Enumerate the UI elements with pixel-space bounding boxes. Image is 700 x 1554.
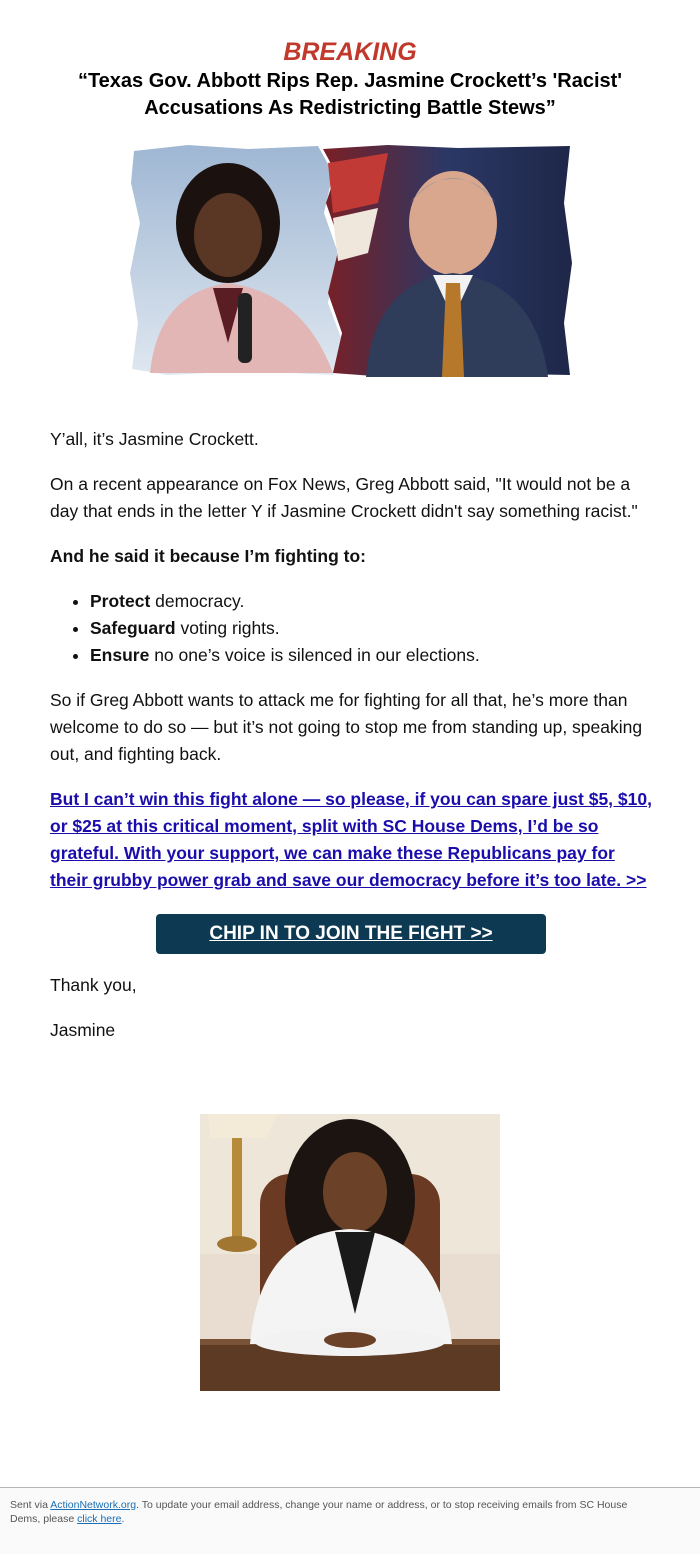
greeting: Y’all, it’s Jasmine Crockett.: [50, 429, 259, 449]
portrait-photo: [200, 1114, 500, 1391]
list-item: • Safeguard voting rights.: [90, 615, 652, 642]
hero-image: [128, 143, 572, 379]
signature-name: Jasmine: [50, 1020, 116, 1040]
paragraph-1: On a recent appearance on Fox News, Greg Abbott said, "It would not be a day that ends in the letter Y if Jasmine Crockett didn't say something racist.": [50, 474, 638, 521]
unsubscribe-link[interactable]: click here: [77, 1513, 122, 1525]
email-body: [50, 426, 652, 1062]
breaking-label: BREAKING: [283, 38, 417, 66]
email-footer: Sent via ActionNetwork.org. To update your email address, change your name or address, or to stop receiving emails from SC House Dems, please click here.: [0, 1487, 700, 1554]
headline-section: [0, 0, 700, 122]
cta-button-wrap: [50, 914, 652, 954]
chip-in-button[interactable]: CHIP IN TO JOIN THE FIGHT >>: [156, 914, 546, 954]
list-item: • Protect democracy.: [90, 588, 652, 615]
actionnetwork-link[interactable]: ActionNetwork.org: [50, 1499, 137, 1511]
fight-list: [50, 588, 652, 669]
headline: “Texas Gov. Abbott Rips Rep. Jasmine Crockett’s 'Racist' Accusations As Redistricting Battle Stews”: [77, 70, 623, 119]
list-item: • Ensure no one’s voice is silenced in our elections.: [90, 642, 652, 669]
donate-text-link[interactable]: But I can’t win this fight alone — so please, if you can spare just $5, $10, or $25 at this critical moment, split with SC House Dems, I’d be so grateful. With your support, we can make these Republicans pay for their grubby power grab and save our democracy before it’s too late. >>: [50, 789, 652, 890]
paragraph-3: So if Greg Abbott wants to attack me for fighting for all that, he’s more than welcome to do so — but it’s not going to stop me from standing up, speaking out, and fighting back.: [50, 690, 643, 764]
paragraph-2: And he said it because I’m fighting to:: [50, 546, 366, 566]
closing: Thank you,: [50, 975, 137, 995]
